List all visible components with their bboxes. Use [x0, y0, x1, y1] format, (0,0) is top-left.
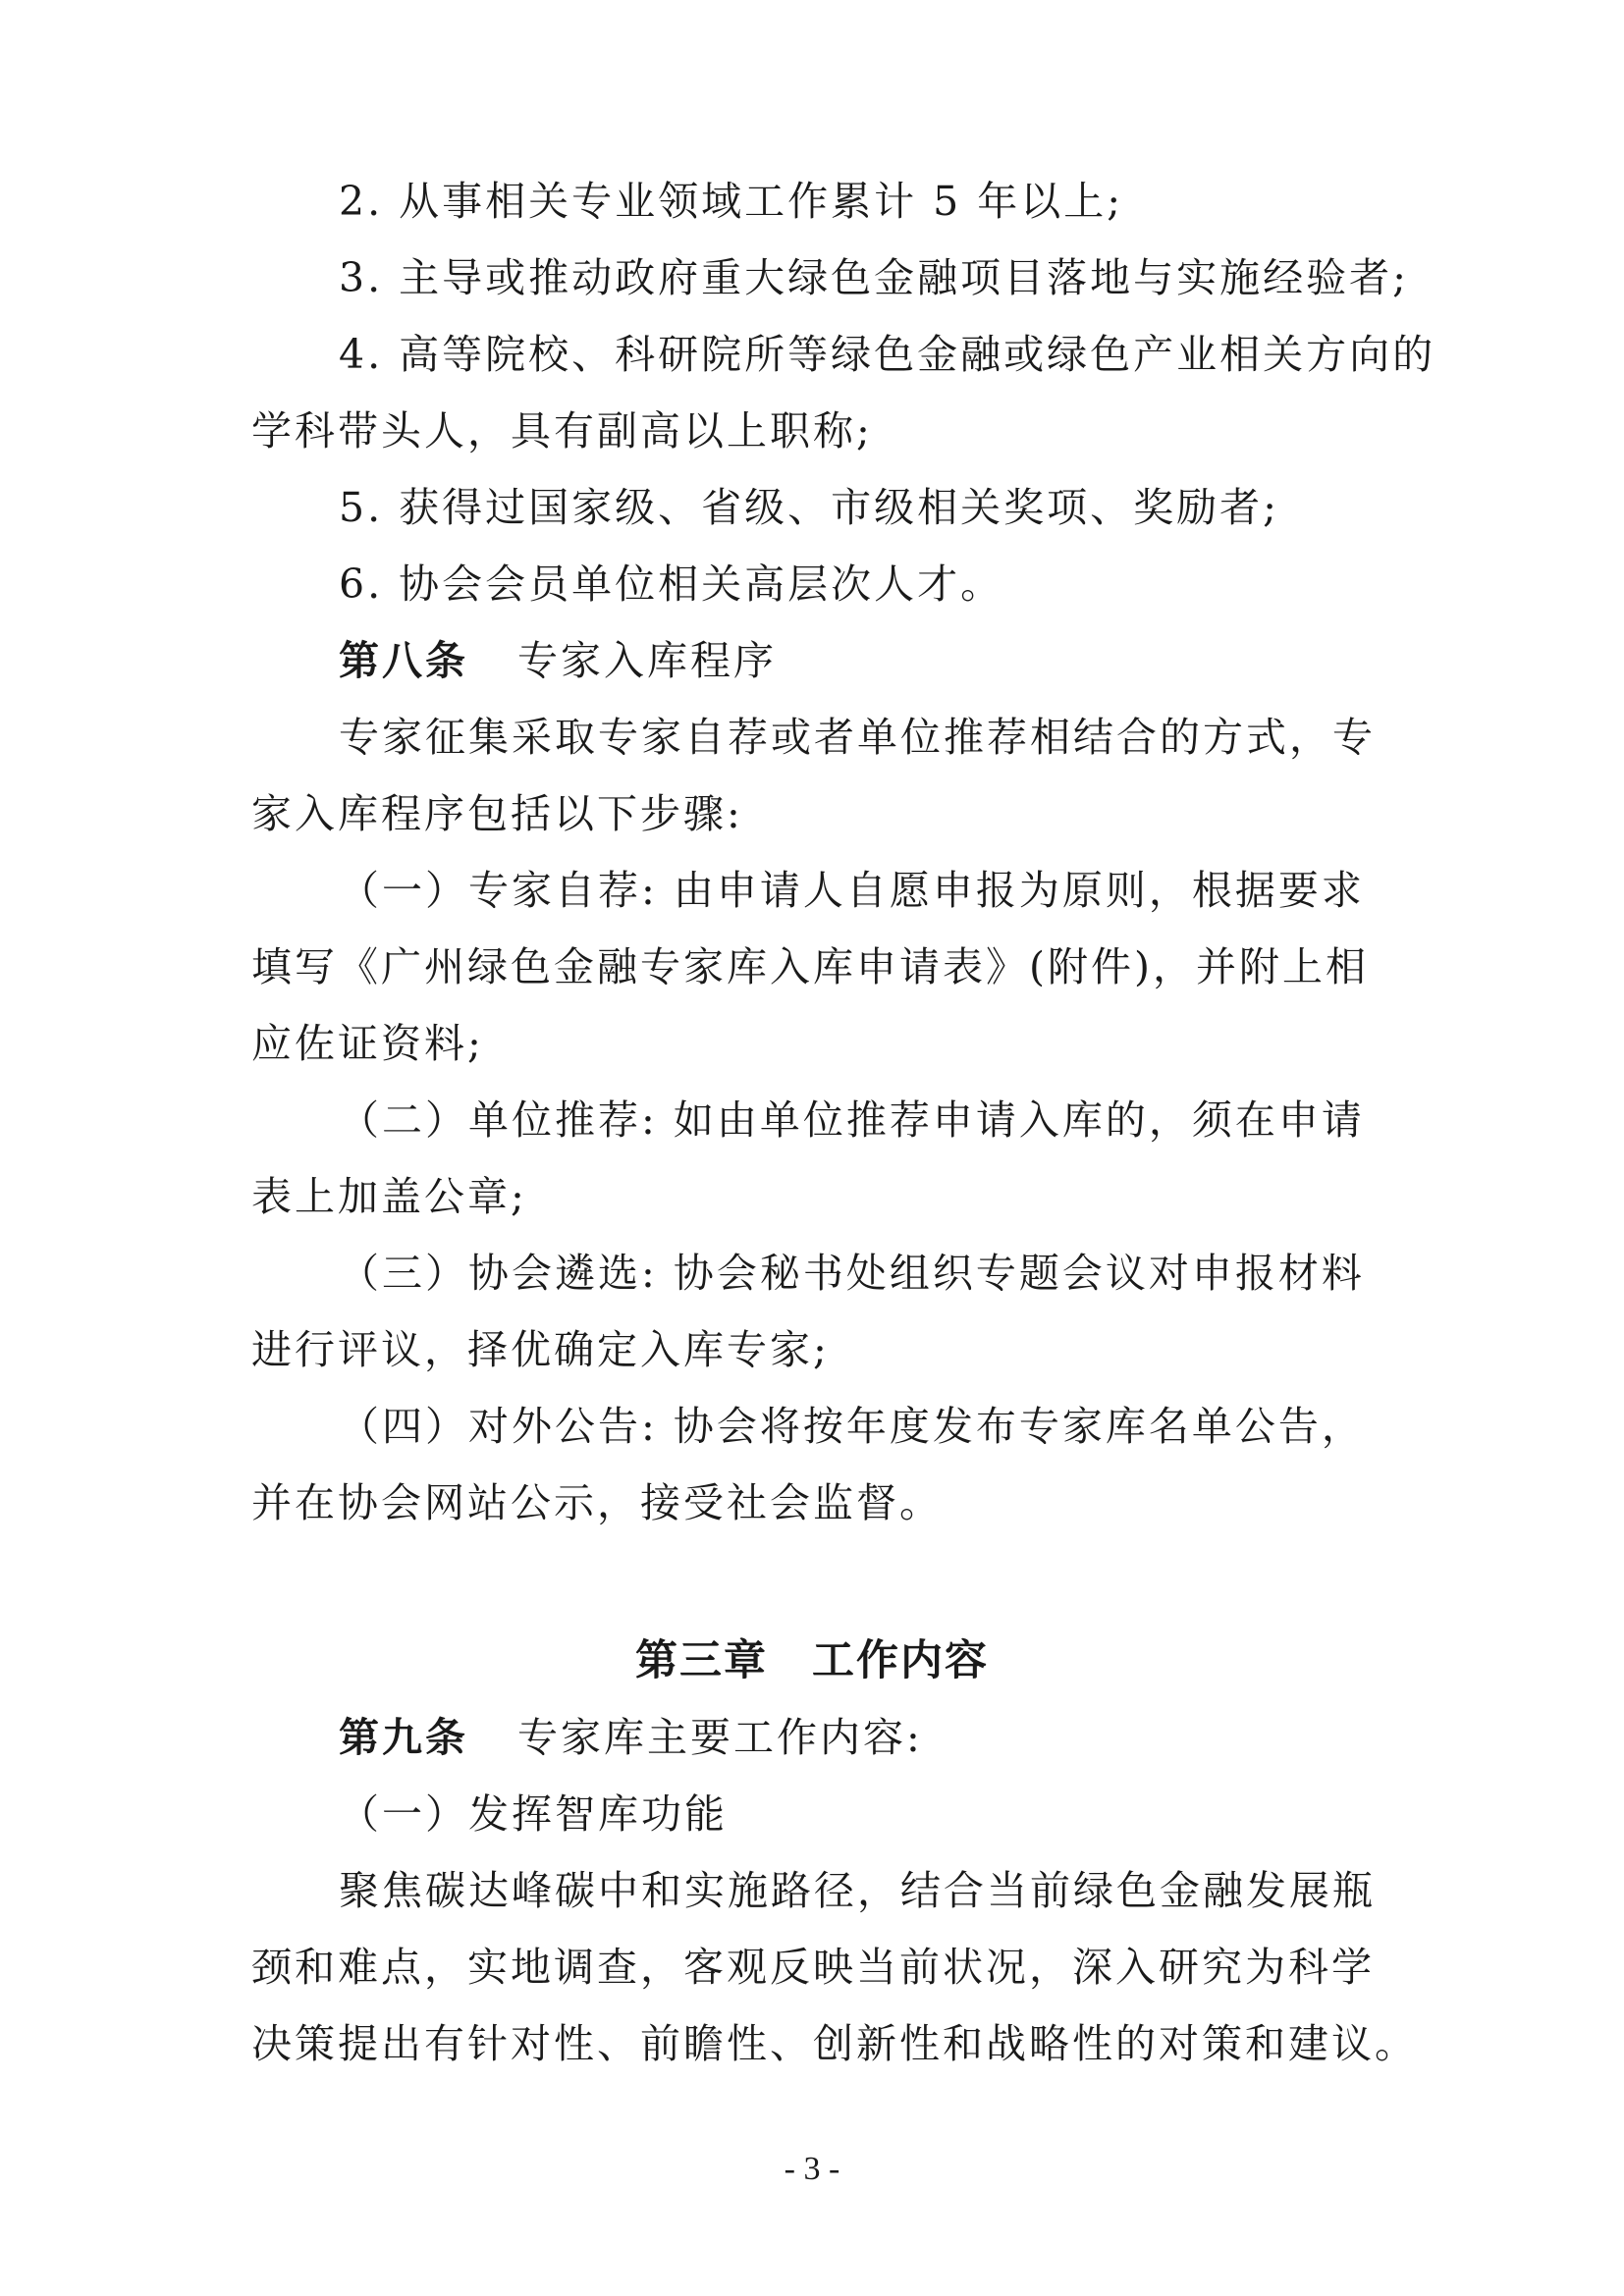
article-9-label: 第九条: [339, 1714, 468, 1761]
qualification-item-4: 4. 高等院校、科研院所等绿色金融或绿色产业相关方向的: [339, 331, 1436, 378]
qualification-item-2: 2. 从事相关专业领域工作累计 5 年以上;: [339, 178, 1124, 225]
article-8-item-4-line-1: （四）对外公告: 协会将按年度发布专家库名单公告，: [339, 1403, 1365, 1450]
qualification-item-5: 5. 获得过国家级、省级、市级相关奖项、奖励者;: [339, 484, 1279, 531]
article-8-intro-line-2: 家入库程序包括以下步骤:: [251, 790, 743, 837]
article-8-title: 专家入库程序: [517, 637, 777, 684]
article-9-subheading-1: （一）发挥智库功能: [339, 1790, 728, 1838]
article-8-intro-line-1: 专家征集采取专家自荐或者单位推荐相结合的方式，专: [339, 714, 1376, 761]
page-number: - 3 -: [784, 2151, 840, 2187]
article-9-para-line-1: 聚焦碳达峰碳中和实施路径，结合当前绿色金融发展瓶: [339, 1867, 1376, 1914]
article-8-item-3-line-2: 进行评议，择优确定入库专家;: [251, 1326, 830, 1373]
qualification-item-6: 6. 协会会员单位相关高层次人才。: [339, 561, 1004, 608]
qualification-item-4-cont: 学科带头人，具有副高以上职称;: [251, 407, 873, 454]
article-8-item-3-line-1: （三）协会遴选: 协会秘书处组织专题会议对申报材料: [339, 1250, 1365, 1297]
article-8-item-1-line-1: （一）专家自荐: 由申请人自愿申报为原则，根据要求: [339, 867, 1365, 914]
qualification-item-3: 3. 主导或推动政府重大绿色金融项目落地与实施经验者;: [339, 254, 1409, 301]
article-8-item-1-line-3: 应佐证资料;: [251, 1020, 484, 1067]
article-9-para-line-3: 决策提出有针对性、前瞻性、创新性和战略性的对策和建议。: [251, 2020, 1418, 2067]
article-8-heading: [339, 631, 777, 690]
article-9-heading: [339, 1708, 923, 1767]
article-8-item-4-line-2: 并在协会网站公示，接受社会监督。: [251, 1479, 943, 1526]
article-9-para-line-2: 颈和难点，实地调查，客观反映当前状况，深入研究为科学: [251, 1944, 1375, 1991]
article-8-item-1-line-2: 填写《广州绿色金融专家库入库申请表》(附件)，并附上相: [251, 943, 1369, 990]
article-8-item-2-line-2: 表上加盖公章;: [251, 1173, 527, 1220]
article-8-label: 第八条: [339, 637, 468, 684]
article-9-title: 专家库主要工作内容:: [517, 1714, 923, 1761]
chapter-3-title: 第三章 工作内容: [635, 1636, 989, 1685]
article-8-item-2-line-1: （二）单位推荐: 如由单位推荐申请入库的，须在申请: [339, 1096, 1365, 1144]
